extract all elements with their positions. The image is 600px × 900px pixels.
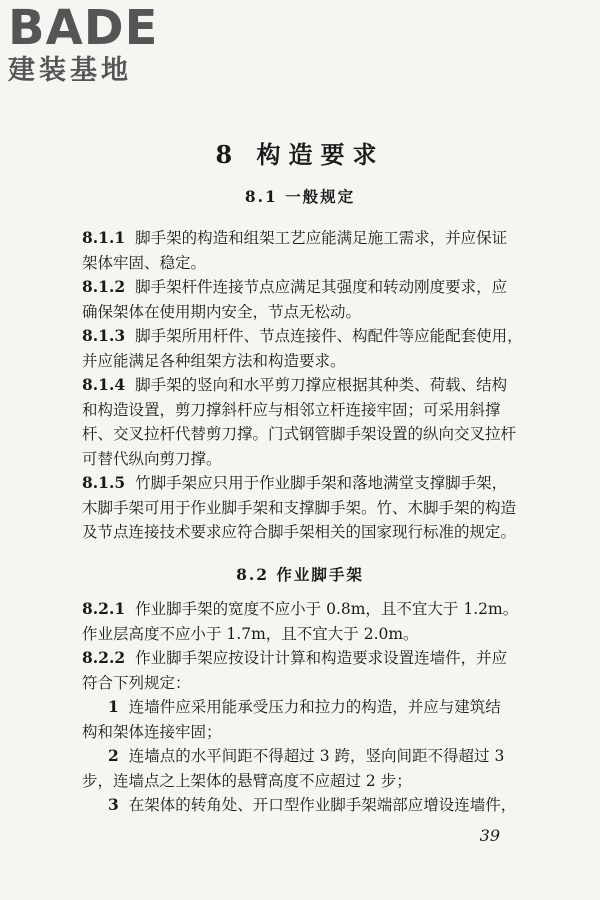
- list-item-1: [82, 695, 528, 744]
- clause-text: 架体牢固、稳定。: [82, 253, 207, 272]
- clause-8-2-2: [82, 646, 522, 695]
- section-title-8-1: 8.1 一般规定: [244, 187, 356, 206]
- clause-text: 脚手架的竖向和水平剪刀撑应根据其种类、荷载、结构: [135, 376, 508, 394]
- clause-8-1-4: [82, 373, 522, 471]
- clause-text: 并应能满足各种组架方法和构造要求。: [82, 351, 346, 370]
- clause-text: 符合下列规定：: [82, 673, 191, 692]
- clause-8-2-1: [82, 597, 522, 646]
- clause-8-1-5: [82, 471, 522, 545]
- page-number: 39: [479, 826, 500, 845]
- clause-text: 木脚手架可用于作业脚手架和支撑脚手架。竹、木脚手架的构造: [82, 498, 517, 517]
- clause-number: 8.1.5: [82, 473, 126, 492]
- clause-number: 8.1.1: [82, 228, 126, 247]
- item-number: 2: [108, 746, 119, 765]
- clause-number: 8.1.4: [82, 375, 126, 394]
- item-number: 1: [108, 697, 119, 716]
- logo-wordmark: BADE: [8, 0, 159, 56]
- item-number: 3: [108, 795, 119, 814]
- clause-text: 及节点连接技术要求应符合脚手架相关的国家现行标准的规定。: [82, 523, 517, 541]
- section-title-8-2: 8.2 作业脚手架: [236, 565, 364, 584]
- clause-text: 作业脚手架应按设计计算和构造要求设置连墙件，并应: [135, 649, 508, 667]
- list-item-2: [82, 744, 528, 793]
- clause-text: 竹脚手架应只用于作业脚手架和落地满堂支撑脚手架，: [135, 474, 508, 492]
- clause-number: 8.2.2: [82, 648, 126, 667]
- chapter-title: 8 构造要求: [215, 140, 385, 169]
- clause-text: 确保架体在使用期内安全，节点无松动。: [82, 302, 362, 321]
- bade-logo: [8, 2, 178, 92]
- clause-number: 8.1.2: [82, 277, 126, 296]
- clause-text: 可替代纵向剪刀撑。: [82, 449, 222, 468]
- clause-8-1-1: [82, 226, 522, 275]
- list-item-3: [108, 793, 528, 818]
- clause-text: 脚手架所用杆件、节点连接件、构配件等应能配套使用，: [135, 327, 523, 345]
- clause-text: 杆、交叉拉杆代替剪刀撑。门式钢管脚手架设置的纵向交叉拉杆: [82, 425, 517, 443]
- clause-text: 脚手架杆件连接节点应满足其强度和转动刚度要求，应: [135, 278, 508, 296]
- item-text: 在架体的转角处、开口型作业脚手架端部应增设连墙件，: [128, 796, 517, 814]
- clause-8-1-3: [82, 324, 522, 373]
- clause-text: 作业层高度不应小于 1.7m，且不宜大于 2.0m。: [82, 624, 419, 643]
- clause-text: 脚手架的构造和组架工艺应能满足施工需求，并应保证: [135, 229, 508, 247]
- clause-number: 8.2.1: [82, 599, 126, 618]
- item-text: 连墙点的水平间距不得超过 3 跨，竖向间距不得超过 3: [128, 747, 505, 765]
- logo-subtitle: 建装基地: [8, 55, 132, 86]
- clause-text: 作业脚手架的宽度不应小于 0.8m，且不宜大于 1.2m。: [135, 600, 519, 618]
- clause-8-1-2: [82, 275, 522, 324]
- item-text: 连墙件应采用能承受压力和拉力的构造，并应与建筑结: [128, 698, 501, 716]
- clause-number: 8.1.3: [82, 326, 126, 345]
- clause-text: 和构造设置，剪刀撑斜杆应与相邻立杆连接牢固；可采用斜撑: [82, 400, 501, 419]
- item-text: 构和架体连接牢固；: [82, 722, 222, 741]
- item-text: 步，连墙点之上架体的悬臂高度不应超过 2 步；: [82, 771, 412, 790]
